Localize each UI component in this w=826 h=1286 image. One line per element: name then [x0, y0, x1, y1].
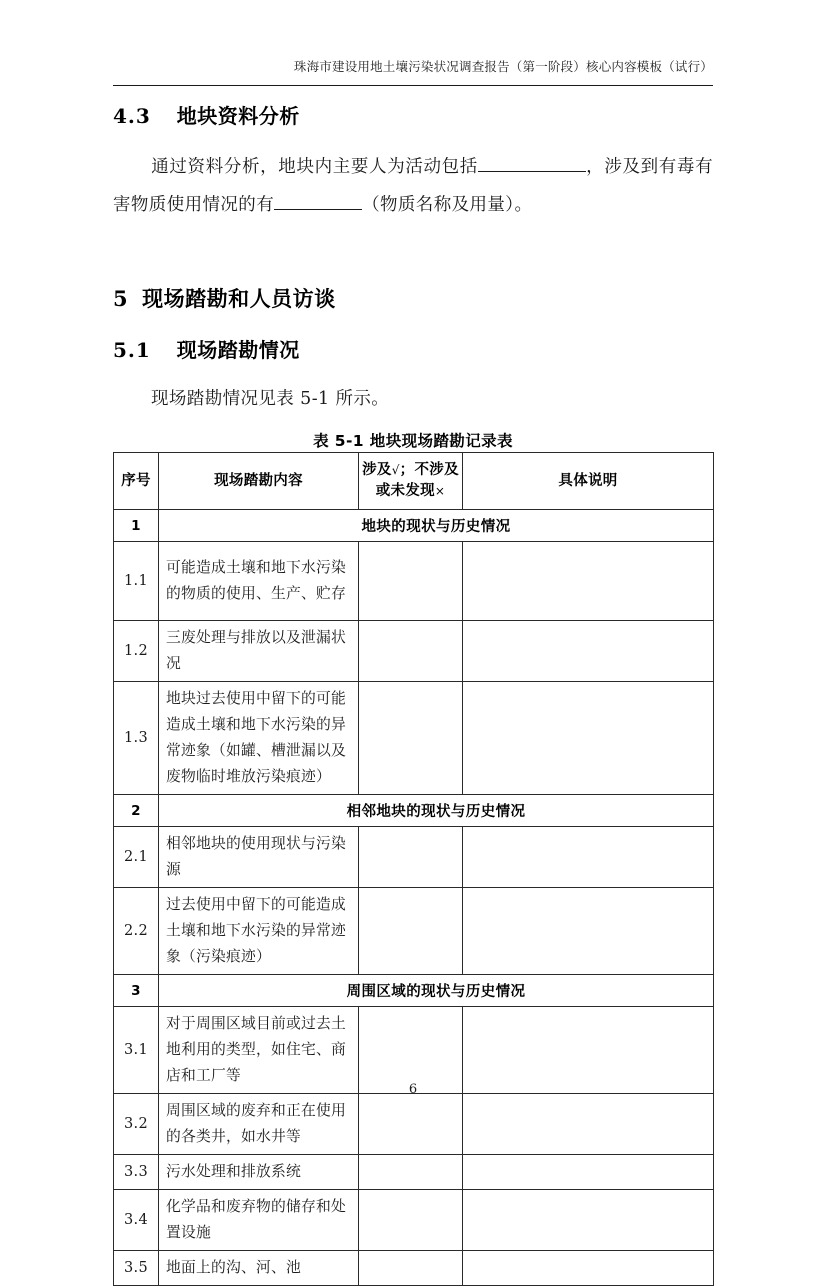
- cell-group-title: 地块的现状与历史情况: [159, 510, 714, 542]
- cell-mark-input[interactable]: [359, 1155, 463, 1190]
- table-row: [114, 888, 714, 975]
- cell-group-title: 相邻地块的现状与历史情况: [159, 795, 714, 827]
- table-row: [114, 1007, 714, 1094]
- paragraph-4-3-text-1: 通过资料分析，地块内主要人为活动包括: [151, 157, 478, 177]
- site-survey-table: [113, 452, 714, 1286]
- cell-mark-input[interactable]: [359, 621, 463, 682]
- cell-mark-input[interactable]: [359, 682, 463, 795]
- table-group-row: [114, 510, 714, 542]
- heading-5-title: 现场踏勘和人员访谈: [142, 287, 336, 311]
- heading-5-1-number: 5.1: [113, 338, 151, 362]
- cell-survey-item: 可能造成土壤和地下水污染的物质的使用、生产、贮存: [159, 542, 359, 621]
- cell-survey-item: 对于周围区域目前或过去土地利用的类型，如住宅、商店和工厂等: [159, 1007, 359, 1094]
- heading-5-number: 5: [113, 286, 129, 311]
- cell-description-input[interactable]: [463, 682, 714, 795]
- heading-4-3-title: 地块资料分析: [176, 104, 300, 128]
- page-number: 6: [408, 1082, 418, 1097]
- table-row: [114, 1094, 714, 1155]
- paragraph-4-3-text-2: ，涉及到有毒有害物质使用情况的有: [113, 157, 713, 215]
- table-row: [114, 1155, 714, 1190]
- cell-row-number: 3.5: [114, 1251, 159, 1286]
- running-header: 珠海市建设用地土壤污染状况调查报告（第一阶段）核心内容模板（试行）: [293, 59, 713, 74]
- cell-row-number: 2.1: [114, 827, 159, 888]
- fill-in-blank-substances[interactable]: [274, 192, 362, 210]
- cell-survey-item: 污水处理和排放系统: [159, 1155, 359, 1190]
- column-header-desc: 具体说明: [463, 453, 714, 510]
- cell-row-number: 1.2: [114, 621, 159, 682]
- paragraph-5-1: [113, 380, 713, 418]
- table-row: [114, 1251, 714, 1286]
- cell-row-number: 3.3: [114, 1155, 159, 1190]
- cell-survey-item: 过去使用中留下的可能造成土壤和地下水污染的异常迹象（污染痕迹）: [159, 888, 359, 975]
- table-caption: 表 5-1 地块现场踏勘记录表: [313, 432, 513, 450]
- table-row: [114, 621, 714, 682]
- cell-mark-input[interactable]: [359, 1094, 463, 1155]
- table-body: [114, 510, 714, 1286]
- cell-mark-input[interactable]: [359, 1251, 463, 1286]
- paragraph-4-3-text-3: （物质名称及用量）。: [362, 195, 533, 215]
- table-row: [114, 827, 714, 888]
- cell-row-number: 3.4: [114, 1190, 159, 1251]
- cell-survey-item: 地面上的沟、河、池: [159, 1251, 359, 1286]
- cell-mark-input[interactable]: [359, 1190, 463, 1251]
- cell-row-number: 1.3: [114, 682, 159, 795]
- table-row: [114, 1190, 714, 1251]
- cell-mark-input[interactable]: [359, 1007, 463, 1094]
- table-row: [114, 542, 714, 621]
- column-header-no: 序号: [114, 453, 159, 510]
- cell-description-input[interactable]: [463, 621, 714, 682]
- cell-description-input[interactable]: [463, 1007, 714, 1094]
- table-row: [114, 682, 714, 795]
- cell-group-title: 周围区域的现状与历史情况: [159, 975, 714, 1007]
- heading-4-3: [113, 104, 713, 129]
- cell-survey-item: 地块过去使用中留下的可能造成土壤和地下水污染的异常迹象（如罐、槽泄漏以及废物临时堆放污染痕迹）: [159, 682, 359, 795]
- cell-mark-input[interactable]: [359, 827, 463, 888]
- cell-row-number: 1.1: [114, 542, 159, 621]
- cross-mark-icon: ×: [434, 484, 446, 498]
- cell-mark-input[interactable]: [359, 542, 463, 621]
- cell-row-number: 2.2: [114, 888, 159, 975]
- fill-in-blank-activities[interactable]: [478, 154, 586, 172]
- cell-description-input[interactable]: [463, 888, 714, 975]
- table-group-row: [114, 795, 714, 827]
- cell-description-input[interactable]: [463, 1190, 714, 1251]
- cell-mark-input[interactable]: [359, 888, 463, 975]
- cell-survey-item: 三废处理与排放以及泄漏状况: [159, 621, 359, 682]
- mark-header-line2-label: 或未发现: [375, 483, 435, 499]
- cell-description-input[interactable]: [463, 1094, 714, 1155]
- paragraph-5-1-text: 现场踏勘情况见表 5-1 所示。: [151, 389, 390, 409]
- cell-row-number: 1: [114, 510, 159, 542]
- cell-description-input[interactable]: [463, 1251, 714, 1286]
- cell-survey-item: 周围区域的废弃和正在使用的各类井，如水井等: [159, 1094, 359, 1155]
- table-header-row: [114, 453, 714, 510]
- header-rule: [113, 85, 713, 86]
- cell-row-number: 3.2: [114, 1094, 159, 1155]
- heading-4-3-number: 4.3: [113, 104, 151, 128]
- heading-5-1: [113, 338, 713, 363]
- cell-description-input[interactable]: [463, 542, 714, 621]
- paragraph-4-3: [113, 148, 713, 224]
- cell-description-input[interactable]: [463, 827, 714, 888]
- cell-row-number: 3: [114, 975, 159, 1007]
- cell-row-number: 2: [114, 795, 159, 827]
- column-header-item: 现场踏勘内容: [159, 453, 359, 510]
- cell-survey-item: 相邻地块的使用现状与污染源: [159, 827, 359, 888]
- column-header-mark: [359, 453, 463, 510]
- table-group-row: [114, 975, 714, 1007]
- cell-description-input[interactable]: [463, 1155, 714, 1190]
- cell-survey-item: 化学品和废弃物的储存和处置设施: [159, 1190, 359, 1251]
- mark-header-line1-label: 涉及: [362, 462, 392, 478]
- check-mark-icon: √: [391, 463, 400, 477]
- heading-5-1-title: 现场踏勘情况: [176, 338, 300, 362]
- heading-5: [113, 286, 713, 312]
- cell-row-number: 3.1: [114, 1007, 159, 1094]
- mark-header-line1-sep: ；不涉及: [399, 462, 459, 478]
